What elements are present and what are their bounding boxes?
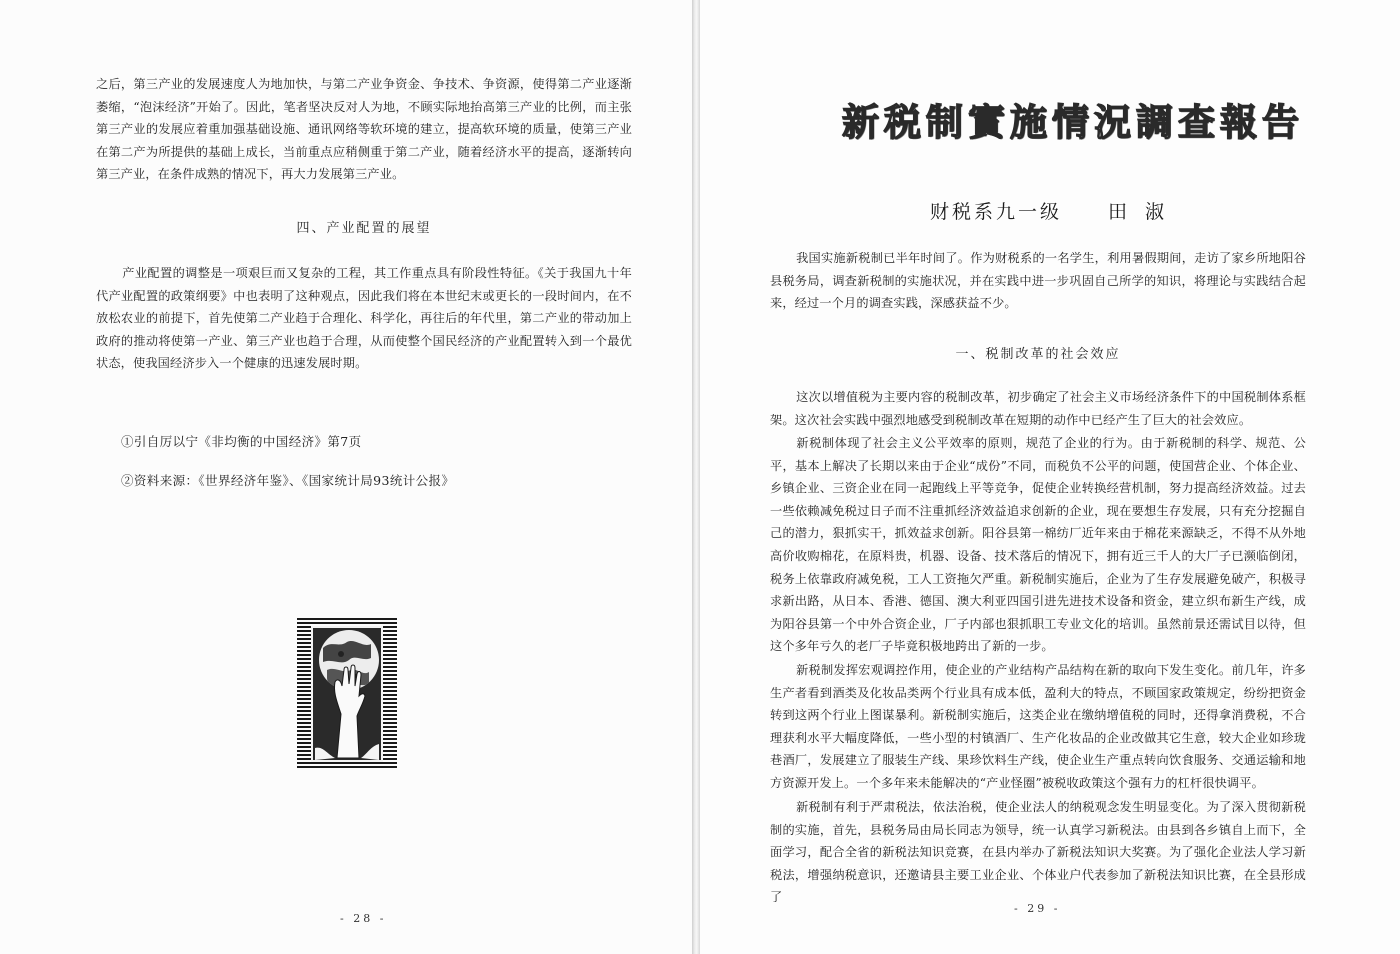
author-byline [930,197,1182,224]
right-body-text-1: 这次以增值税为主要内容的税制改革，初步确定了社会主义市场经济条件下的中国税制体系框架。这次社会实践中强烈地感受到税制改革在短期的动作中已经产生了巨大的社会效应。 [770,390,1306,427]
author-name: 田淑 [1108,201,1183,223]
right-body-paragraph-3 [770,659,1306,795]
report-title: 新税制實施情況調查報告 [842,100,1304,144]
right-body-text-4: 新税制有利于严肃税法，依法治税，使企业法人的纳税观念发生明显变化。为了深入贯彻新税制的实施，首先，县税务局由局长同志为领导，统一认真学习新税法。由县到各乡镇自上而下，全面学习，配合全省的新税法知识竞赛，在县内举办了新税法知识大奖赛。为了强化企业法人学习新税法，增强纳税意识，还邀请县主要工业企业、个体业户代表参加了新税法知识比赛，在全县形成了 [770,800,1306,905]
left-outlook-text: 产业配置的调整是一项艰巨而又复杂的工程，其工作重点具有阶段性特征。《关于我国九十年代产业配置的政策纲要》中也表明了这种观点，因此我们将在本世纪末或更长的一段时间内，在不放松农业的前提下，首先使第二产业趋于合理化、科学化，再往后的年代里，第二产业的带动加上政府的推动将使第一产业、第三产业也趋于合理，从而使整个国民经济的产业配置转入到一个最优状态，使我国经济步入一个健康的迅速发展时期。 [96,266,632,371]
right-section-heading: 一、税制改革的社会效应 [955,347,1121,362]
right-intro-text: 我国实施新税制已半年时间了。作为财税系的一名学生，利用暑假期间，走访了家乡所地阳谷县税务局，调查新税制的实施状况，并在实践中进一步巩固自己所学的知识，将理论与实践结合起来，经过一个月的调查实践，深感获益不少。 [770,251,1306,311]
left-page-number: - 28 - [340,912,387,925]
book-gutter [692,0,700,954]
left-intro-paragraph: 之后，第三产业的发展速度人为地加快，与第二产业争资金、争技术、争资源，使得第二产业逐渐萎缩，“泡沫经济”开始了。因此，笔者坚决反对人为地，不顾实际地抬高第三产业的比例，而主张第三产业的发展应着重加强基础设施、通讯网络等软环境的建立，提高软环境的质量，使第三产业在第二产为所提供的基础上成长，当前重点应稍侧重于第二产业，随着经济水平的提高，逐渐转向第三产业，在条件成熟的情况下，再大力发展第三产业。 [96,77,632,182]
right-body-paragraph-2 [770,432,1306,658]
right-body-text-2: 新税制体现了社会主义公平效率的原则，规范了企业的行为。由于新税制的科学、规范、公平，基本上解决了长期以来由于企业“成份”不同，而税负不公平的问题，使国营企业、个体企业、乡镇企业、三资企业在同一起跑线上平等竞争，促使企业转换经营机制，努力提高经济效益。过去一些依赖减免税过日子而不注重抓经济效益追求创新的企业，现在要想生存发展，只有充分挖掘自己的潜力，狠抓实干，抓效益求创新。阳谷县第一棉纺厂近年来由于棉花来源缺乏，不得不从外地高价收购棉花，在原料贵，机器、设备、技术落后的情况下，拥有近三千人的大厂子已濒临倒闭，税务上依靠政府减免税，工人工资拖欠严重。新税制实施后，企业为了生存发展避免破产，积极寻求新出路，从日本、香港、德国、澳大利亚四国引进先进技术设备和资金，建立织布新生产线，成为阳谷县第一个中外合资企业，厂子内部也狠抓职工专业文化的培训。虽然前景还需试目以待，但这个多年亏久的老厂子毕竟积极地跨出了新的一步。 [770,436,1306,654]
left-page [0,0,692,954]
right-page-number: - 29 - [1014,902,1061,915]
right-body-text-3: 新税制发挥宏观调控作用，使企业的产业结构产品结构在新的取向下发生变化。前几年，许多生产者看到酒类及化妆品类两个行业具有成本低，盈利大的特点，不顾国家政策规定，纷纷把资金转到这两个行业上图谋暴利。新税制实施后，这类企业在缴纳增值税的同时，还得拿消费税，不合理获利水平大幅度降低，一些小型的村镇酒厂、生产化妆品的企业改做其它生意，较大企业如珍珑巷酒厂，发展建立了服装生产线、果珍饮料生产线，使企业生产重点转向饮食服务、交通运输和地方资源开发上。一个多年来未能解决的“产业怪圈”被税收政策这个强有力的杠杆很快调平。 [770,663,1306,790]
right-intro-paragraph [770,247,1306,315]
right-body-paragraph-1 [770,386,1306,431]
right-body-paragraph-4 [770,796,1306,909]
left-outlook-paragraph [96,262,632,375]
hand-holding-globe-emblem-icon [297,618,397,770]
footnote-1: ①引自厉以宁《非均衡的中国经济》第7页 [121,434,362,449]
left-section-heading: 四、产业配置的展望 [296,221,432,236]
author-affiliation: 财税系九一级 [930,201,1063,223]
footnote-2: ②资料来源：《世界经济年鉴》、《国家统计局93统计公报》 [121,473,455,488]
